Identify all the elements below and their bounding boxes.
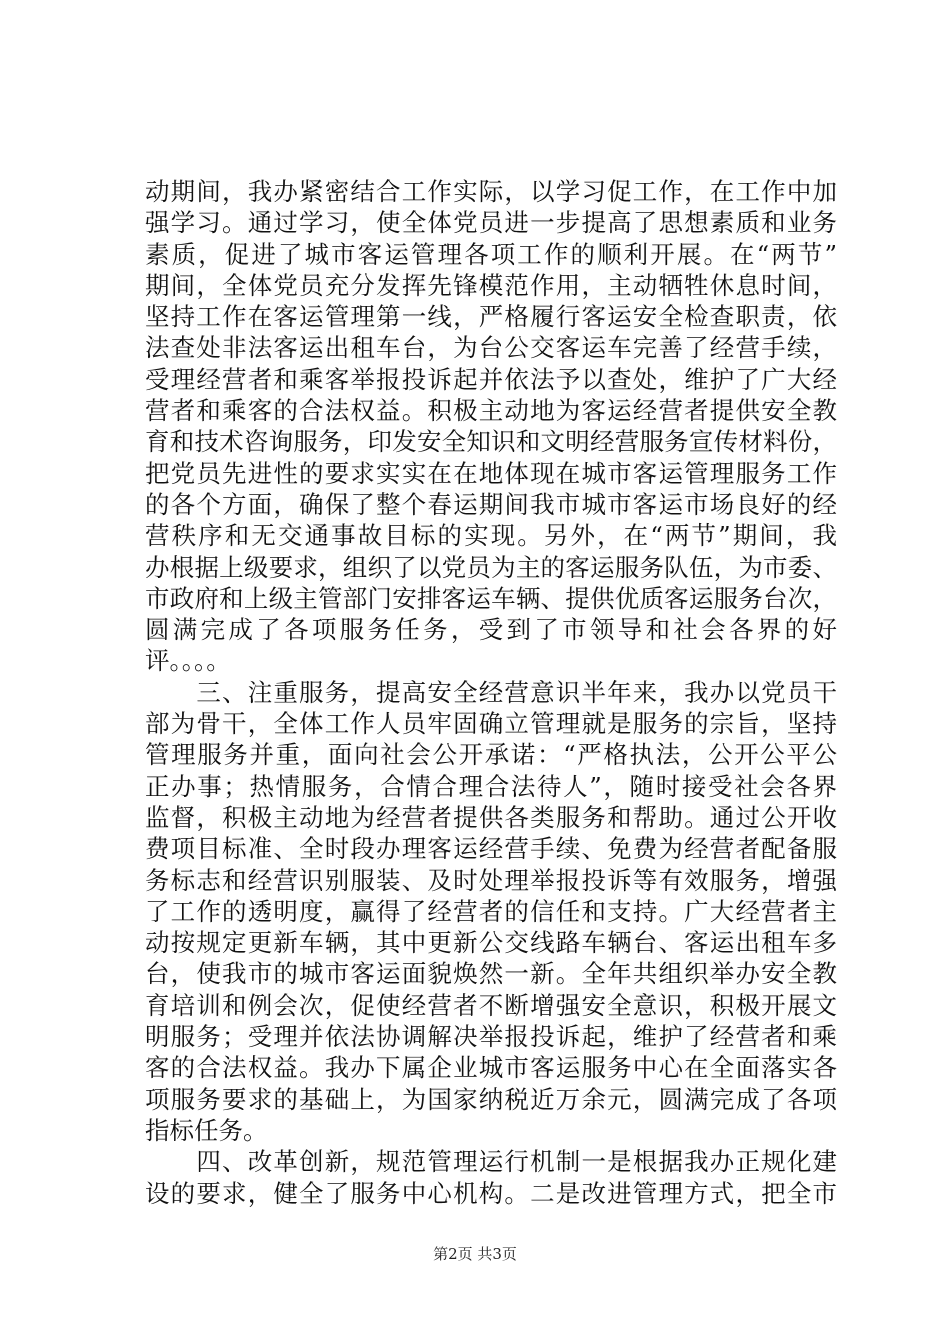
text-line: 监督，积极主动地为经营者提供各类服务和帮助。通过公开收 <box>145 802 837 832</box>
text-line: 的各个方面，确保了整个春运期间我市城市客运市场良好的经 <box>145 489 837 519</box>
text-line: 设的要求，健全了服务中心机构。二是改进管理方式，把全市 <box>145 1178 837 1208</box>
text-line: 正办事；热情服务，合情合理合法待人”，随时接受社会各界 <box>145 771 837 801</box>
text-line: 圆满完成了各项服务任务，受到了市领导和社会各界的好 <box>145 615 837 645</box>
text-line: 强学习。通过学习，使全体党员进一步提高了思想素质和业务 <box>145 208 837 238</box>
text-line: 受理经营者和乘客举报投诉起并依法予以查处，维护了广大经 <box>145 364 837 394</box>
text-line: 三、注重服务，提高安全经营意识半年来，我办以党员干 <box>145 677 837 707</box>
text-line: 坚持工作在客运管理第一线，严格履行客运安全检查职责，依 <box>145 302 837 332</box>
document-body <box>145 176 837 1209</box>
text-line: 营者和乘客的合法权益。积极主动地为客运经营者提供安全教 <box>145 396 837 426</box>
text-line: 把党员先进性的要求实实在在地体现在城市客运管理服务工作 <box>145 458 837 488</box>
text-line: 了工作的透明度，赢得了经营者的信任和支持。广大经营者主 <box>145 896 837 926</box>
text-line: 育和技术咨询服务，印发安全知识和文明经营服务宣传材料份， <box>145 427 837 457</box>
text-line: 营秩序和无交通事故目标的实现。另外，在“两节”期间，我 <box>145 521 837 551</box>
text-line: 项服务要求的基础上，为国家纳税近万余元，圆满完成了各项 <box>145 1084 837 1114</box>
text-line: 动期间，我办紧密结合工作实际，以学习促工作，在工作中加 <box>145 177 837 206</box>
text-line: 素质，促进了城市客运管理各项工作的顺利开展。在“两节” <box>145 239 837 269</box>
text-line: 期间，全体党员充分发挥先锋模范作用，主动牺牲休息时间， <box>145 270 837 300</box>
text-line: 部为骨干，全体工作人员牢固确立管理就是服务的宗旨，坚持 <box>145 709 837 739</box>
text-line: 评。。。。 <box>145 646 231 676</box>
text-line: 法查处非法客运出租车台，为台公交客运车完善了经营手续， <box>145 333 837 363</box>
text-line: 费项目标准、全时段办理客运经营手续、免费为经营者配备服 <box>145 834 837 864</box>
text-line: 动按规定更新车辆，其中更新公交线路车辆台、客运出租车多 <box>145 928 837 958</box>
text-line: 明服务；受理并依法协调解决举报投诉起，维护了经营者和乘 <box>145 1022 837 1052</box>
text-line: 台，使我市的城市客运面貌焕然一新。全年共组织举办安全教 <box>145 959 837 989</box>
text-line: 务标志和经营识别服装、及时处理举报投诉等有效服务，增强 <box>145 865 837 895</box>
text-line: 客的合法权益。我办下属企业城市客运服务中心在全面落实各 <box>145 1053 837 1083</box>
text-line: 管理服务并重，面向社会公开承诺：“严格执法，公开公平公 <box>145 740 837 770</box>
text-line: 四、改革创新，规范管理运行机制一是根据我办正规化建 <box>145 1147 837 1177</box>
text-line: 育培训和例会次，促使经营者不断增强安全意识，积极开展文 <box>145 990 837 1020</box>
page-footer: 第2页 共3页 <box>433 1245 517 1263</box>
text-line: 市政府和上级主管部门安排客运车辆、提供优质客运服务台次， <box>145 583 837 613</box>
text-line: 指标任务。 <box>145 1115 268 1145</box>
text-line: 办根据上级要求，组织了以党员为主的客运服务队伍，为市委、 <box>145 552 837 582</box>
